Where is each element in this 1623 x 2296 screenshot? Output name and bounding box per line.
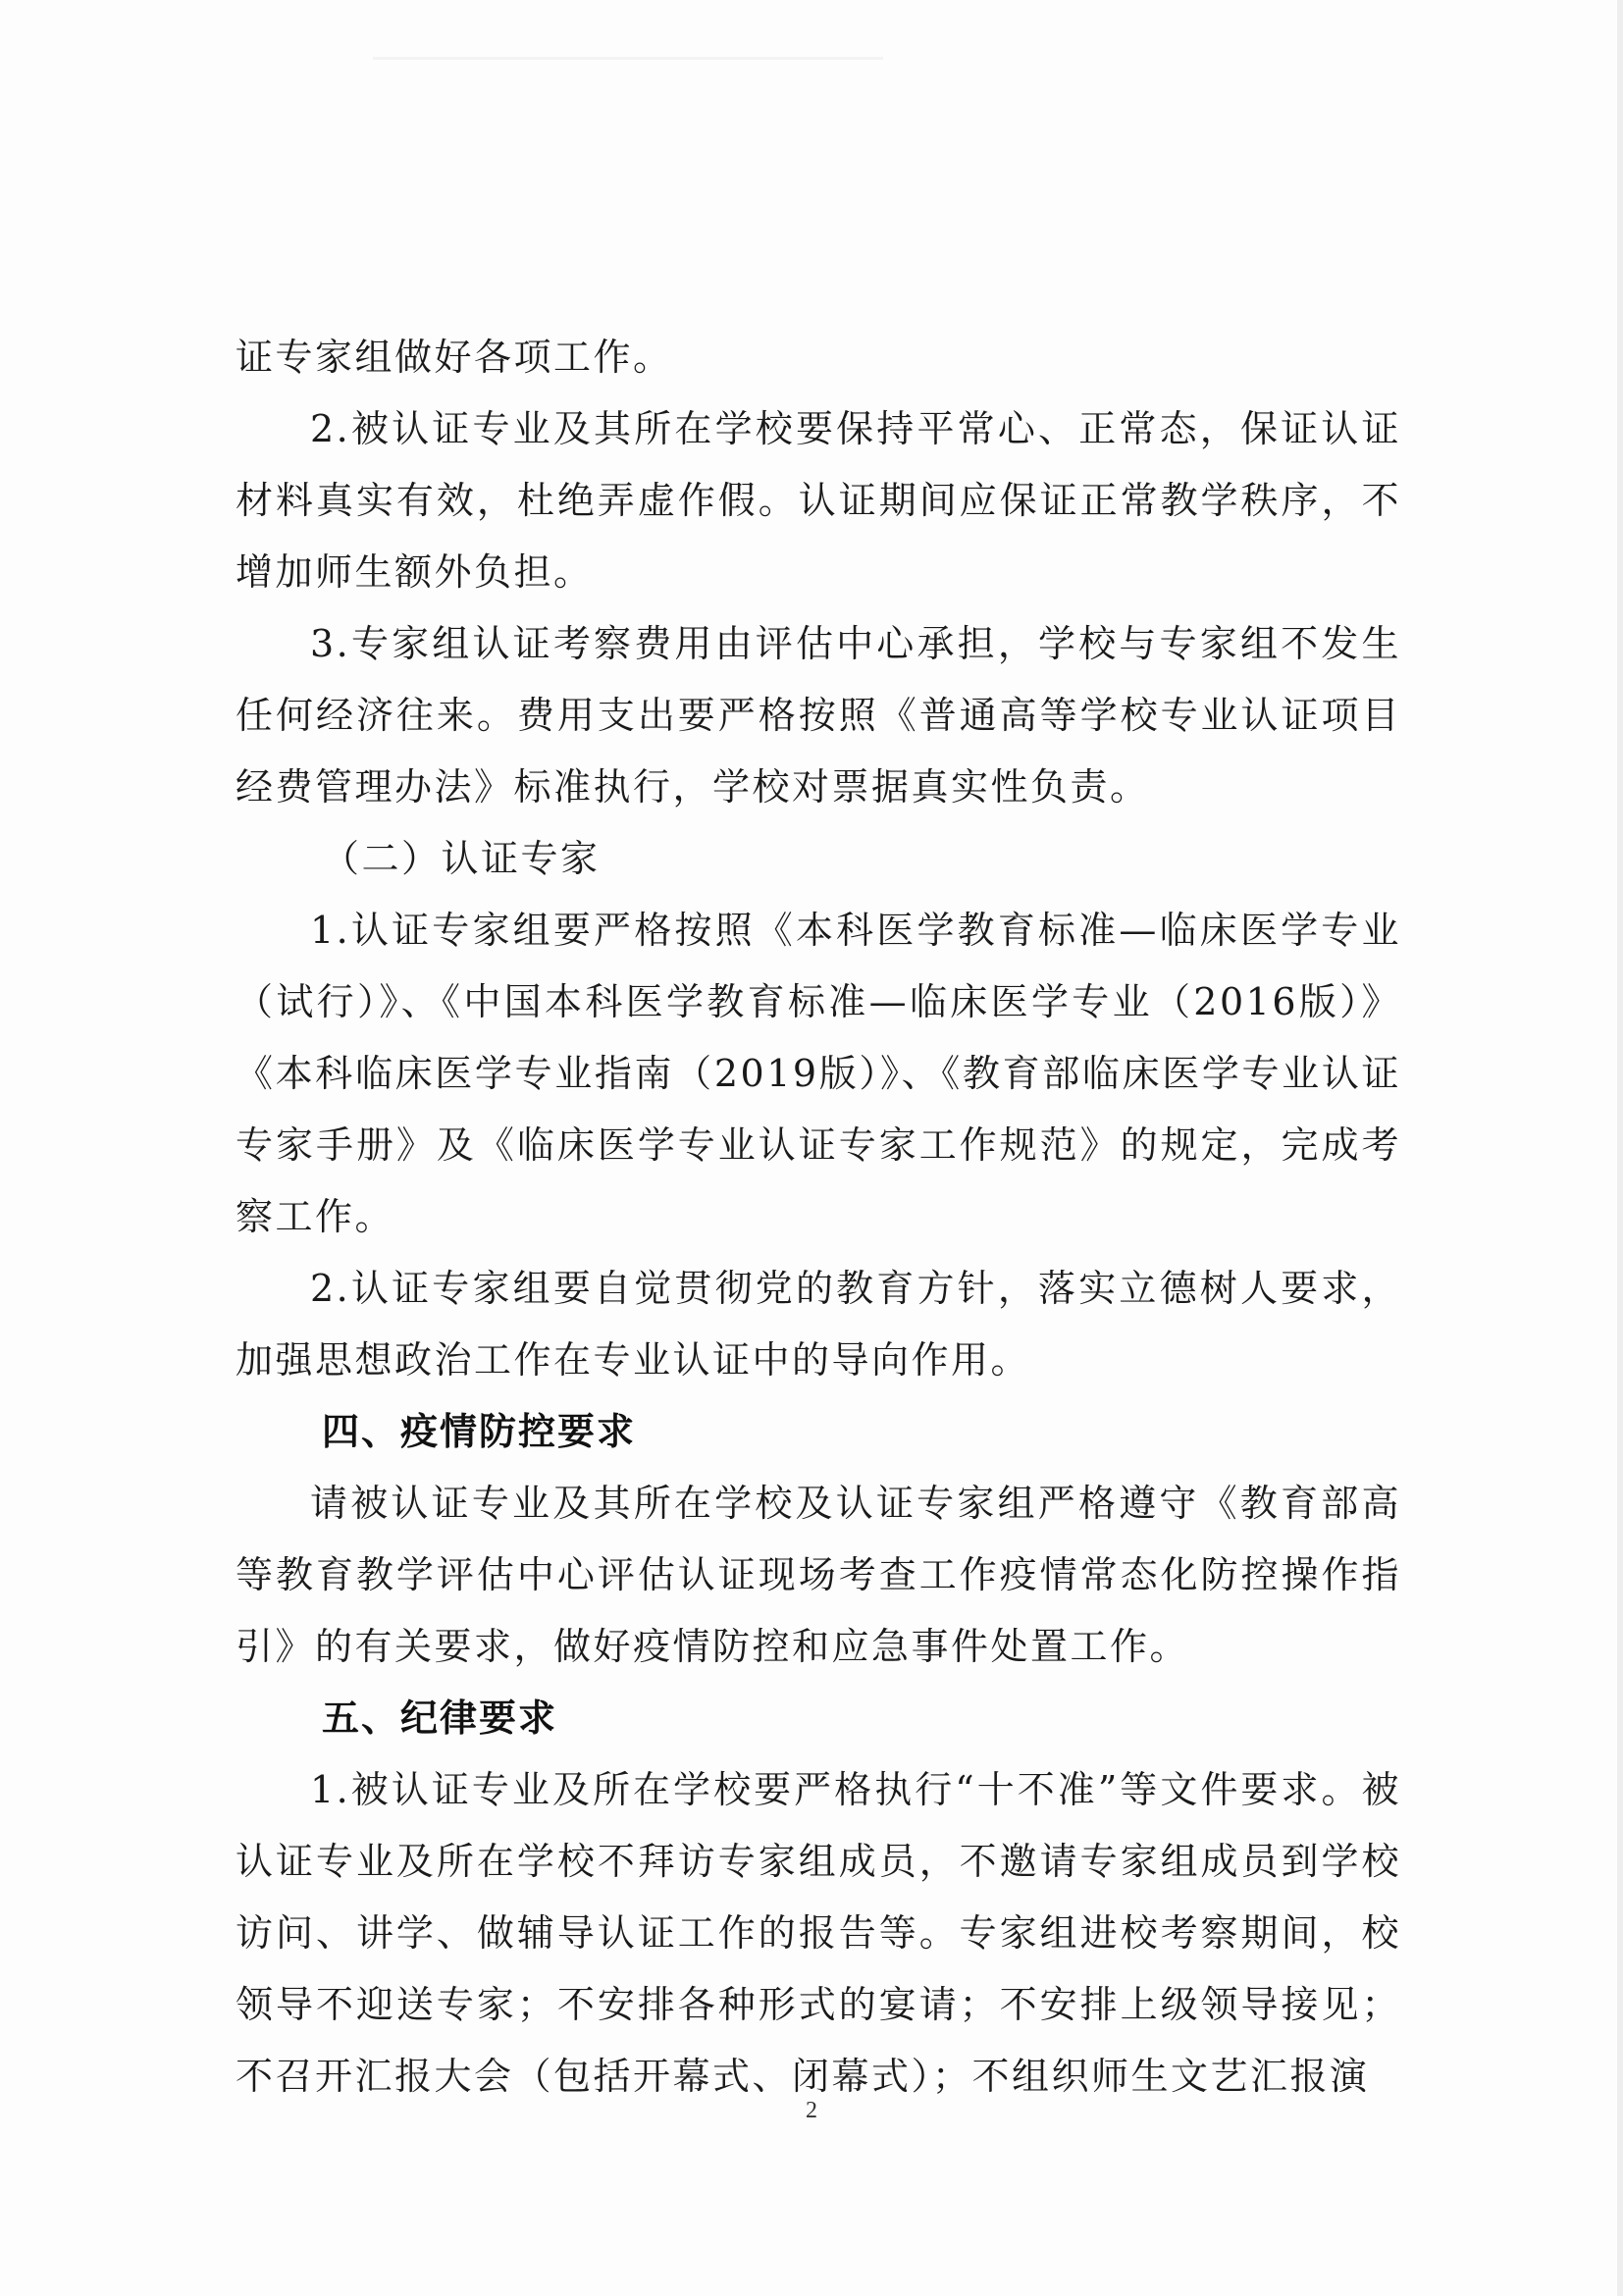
paragraph: 3.专家组认证考察费用由评估中心承担，学校与专家组不发生任何经济往来。费用支出要严格按照《普通高等学校专业认证项目经费管理办法》标准执行，学校对票据真实性负责。: [236, 622, 1401, 809]
paragraph: 2.认证专家组要自觉贯彻党的教育方针，落实立德树人要求，加强思想政治工作在专业认证中的导向作用。: [236, 1267, 1401, 1382]
scan-artifact: [373, 57, 883, 60]
paragraph: 请被认证专业及其所在学校及认证专家组严格遵守《教育部高等教育教学评估中心评估认证现场考查工作疫情常态化防控操作指引》的有关要求，做好疫情防控和应急事件处置工作。: [236, 1482, 1401, 1668]
paragraph: 证专家组做好各项工作。: [236, 336, 673, 379]
document-body: [236, 322, 1401, 2113]
paragraph: 1.认证专家组要严格按照《本科医学教育标准—临床医学专业（试行）》、《中国本科医学教育标准—临床医学专业（2016版）》《本科临床医学专业指南（2019版）》、《教育部临床医学专业认证专家手册》及《临床医学专业认证专家工作规范》的规定，完成考察工作。: [236, 909, 1401, 1238]
section-heading: 四、疫情防控要求: [322, 1410, 637, 1453]
section-heading: 五、纪律要求: [322, 1696, 558, 1740]
scan-artifact: [1617, 0, 1623, 2296]
subsection-heading: （二）认证专家: [322, 837, 601, 880]
page-number: 2: [806, 2098, 817, 2123]
paragraph: 1.被认证专业及所在学校要严格执行“十不准”等文件要求。被认证专业及所在学校不拜访专家组成员，不邀请专家组成员到学校访问、讲学、做辅导认证工作的报告等。专家组进校考察期间，校领导不迎送专家；不安排各种形式的宴请；不安排上级领导接见；不召开汇报大会（包括开幕式、闭幕式）；不组织师生文艺汇报演: [236, 1768, 1401, 2098]
paragraph: 2.被认证专业及其所在学校要保持平常心、正常态，保证认证材料真实有效，杜绝弄虚作假。认证期间应保证正常教学秩序，不增加师生额外负担。: [236, 407, 1401, 594]
